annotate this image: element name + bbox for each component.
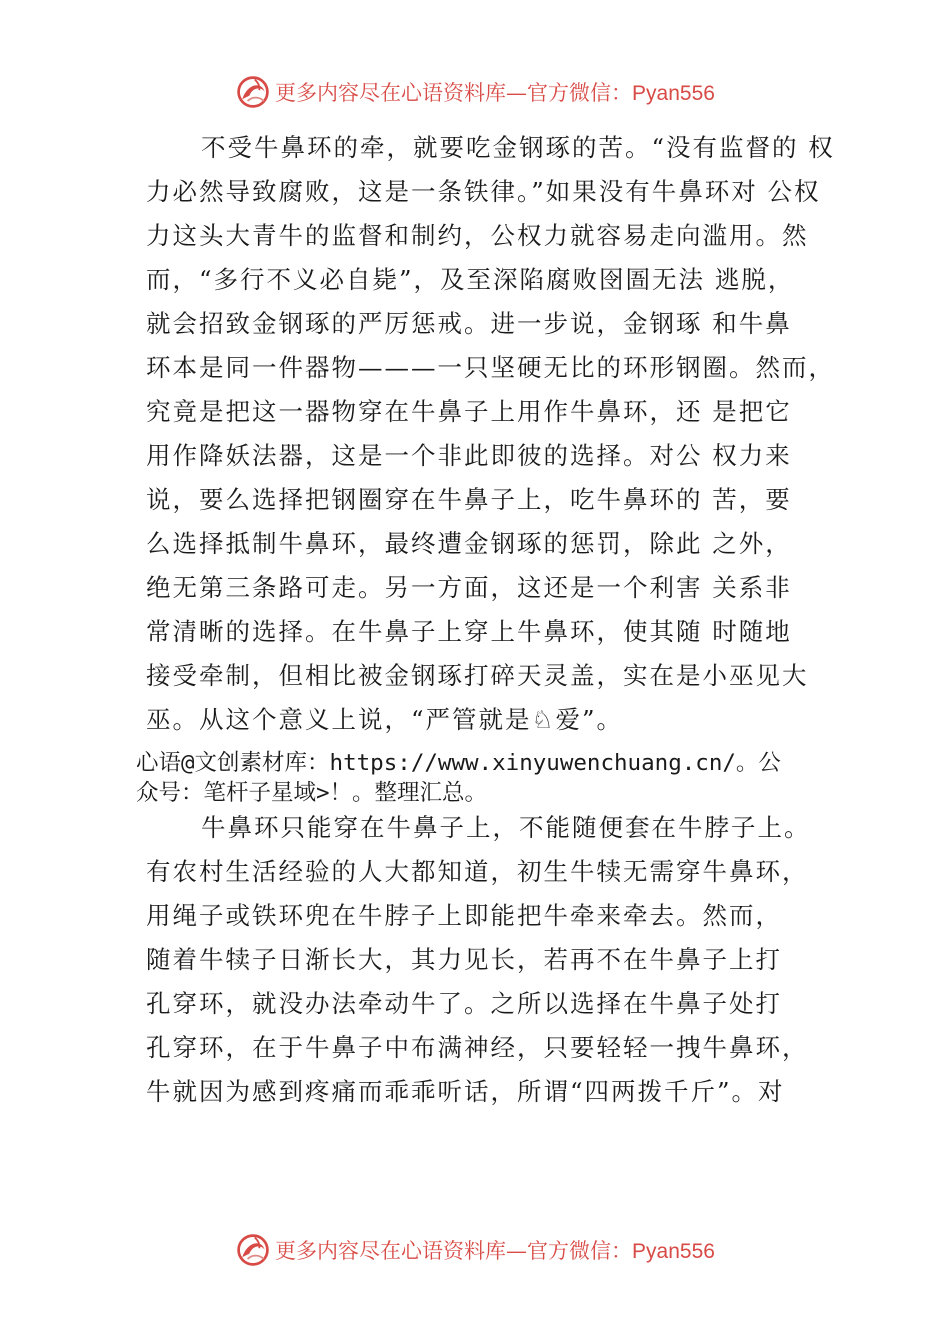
text-line: 接受牵制，但相比被金钢琢打碎天灵盖，实在是小巫见大 (146, 661, 809, 690)
text-line: 用作降妖法器，这是一个非此即彼的选择。对公 权力来 (146, 441, 792, 470)
text-line: 力这头大青牛的监督和制约，公权力就容易走向滥用。然 (146, 221, 809, 250)
source-note (136, 748, 836, 808)
text-line: 用绳子或铁环兜在牛脖子上即能把牛牵来牵去。然而， (146, 901, 782, 930)
footer-banner (0, 1230, 950, 1270)
source-line: 众号：笔杆子星域>！。整理汇总。 (136, 780, 488, 806)
wechat-id: Pyan556 (632, 1240, 715, 1263)
text-line: 力必然导致腐败，这是一条铁律。”如果没有牛鼻环对 公权 (146, 177, 821, 206)
text-line: 绝无第三条路可走。另一方面，这还是一个利害 关系非 (146, 573, 792, 602)
swirl-logo-icon (235, 1232, 271, 1268)
text-line: 么选择抵制牛鼻环，最终遭金钢琢的惩罚，除此 之外， (146, 529, 792, 558)
paragraph-2 (146, 806, 836, 1114)
text-line: 不受牛鼻环的牵，就要吃金钢琢的苦。“没有监督的 权 (201, 133, 835, 162)
text-line: 究竟是把这一器物穿在牛鼻子上用作牛鼻环，还 是把它 (146, 397, 792, 426)
text-line: 孔穿环，就没办法牵动牛了。之所以选择在牛鼻子处打 (146, 989, 782, 1018)
text-line: 就会招致金钢琢的严厉惩戒。进一步说，金钢琢 和牛鼻 (146, 309, 792, 338)
banner-text: 更多内容尽在心语资料库—官方微信：Pyan556 (275, 81, 715, 105)
text-line: 有农村生活经验的人大都知道，初生牛犊无需穿牛鼻环， (146, 857, 809, 886)
paragraph-1 (146, 126, 836, 742)
wechat-id: Pyan556 (632, 82, 715, 105)
text-line: 而，“多行不义必自毙”，及至深陷腐败囹圄无法 逃脱， (146, 265, 795, 294)
text-line: 环本是同一件器物———一只坚硬无比的环形钢圈。然而， (146, 353, 835, 382)
text-line: 常清晰的选择。在牛鼻子上穿上牛鼻环，使其随 时随地 (146, 617, 792, 646)
text-line: 随着牛犊子日渐长大，其力见长，若再不在牛鼻子上打 (146, 945, 782, 974)
text-line: 孔穿环，在于牛鼻子中布满神经，只要轻轻一拽牛鼻环， (146, 1033, 809, 1062)
header-banner (0, 72, 950, 112)
text-line: 巫。从这个意义上说，“严管就是♘爱”。 (146, 705, 624, 734)
text-line: 牛鼻环只能穿在牛鼻子上，不能随便套在牛脖子上。 (201, 813, 811, 842)
swirl-logo-icon (235, 74, 271, 110)
text-line: 牛就因为感到疼痛而乖乖听话，所谓“四两拨千斤”。对 (146, 1077, 785, 1106)
text-line: 说，要么选择把钢圈穿在牛鼻子上，吃牛鼻环的 苦，要 (146, 485, 792, 514)
banner-text: 更多内容尽在心语资料库—官方微信：Pyan556 (275, 1239, 715, 1263)
source-line: 心语@文创素材库：https://www.xinyuwenchuang.cn/。公 (136, 750, 781, 776)
